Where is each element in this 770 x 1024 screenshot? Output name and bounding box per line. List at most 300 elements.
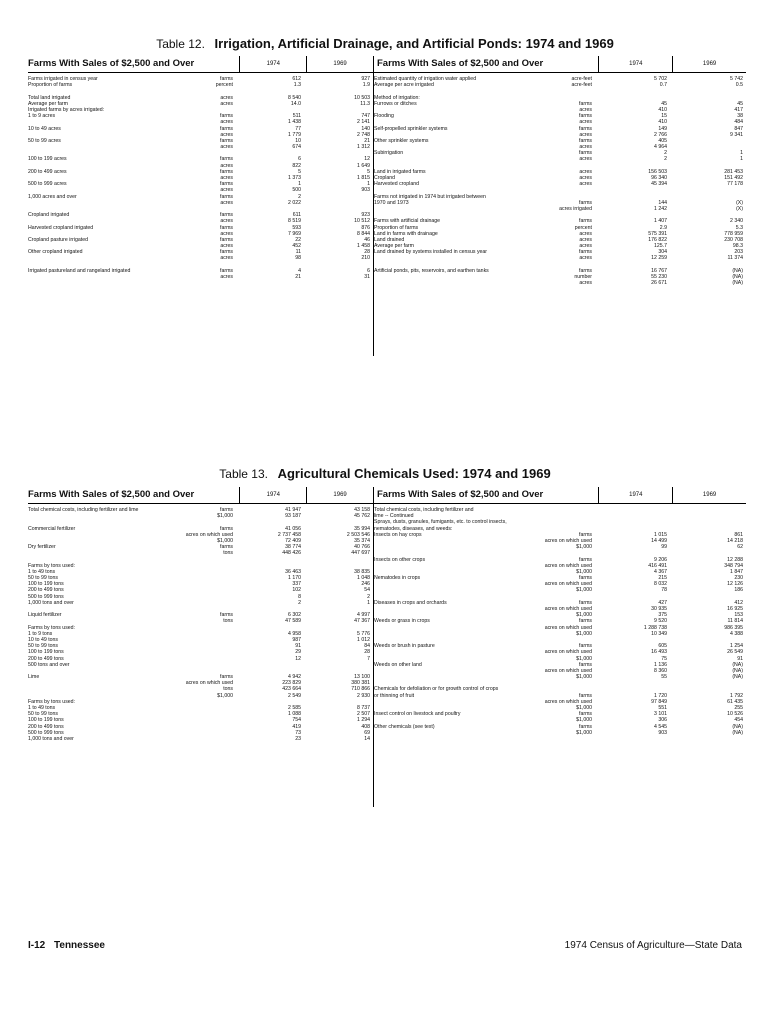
row-value-1974: 2 766 [654, 131, 667, 138]
row-value-1974: 612 [292, 76, 301, 82]
row-unit: farms [220, 224, 233, 231]
row-value-1974: 375 [658, 612, 667, 619]
row-description: Total land irrigated [28, 94, 71, 101]
row-value-1969: 62 [737, 544, 743, 551]
row-value-1969: 38 [737, 113, 743, 120]
row-description: Cropland [374, 175, 396, 181]
table-row [374, 631, 746, 637]
row-description [374, 156, 518, 162]
table-row [374, 156, 746, 162]
row-unit: tons [223, 686, 233, 693]
table13-title [0, 466, 770, 481]
row-value-1969: 408 [361, 723, 370, 730]
row-unit: farms [220, 236, 233, 243]
row-value-1969: 26 549 [727, 649, 743, 656]
row-value-1974: 2 737 458 [277, 531, 301, 538]
table-row [374, 587, 746, 593]
row-unit: farms [220, 137, 233, 144]
row-value-1969: 153 [734, 612, 743, 619]
row-value-1969: 1 [740, 150, 743, 157]
row-unit: $1,000 [576, 568, 592, 575]
row-unit: farms [220, 267, 233, 274]
row-description [374, 280, 518, 286]
row-description: Insects on other crops [374, 556, 426, 563]
row-description [374, 631, 518, 637]
row-value-1969: 21 [364, 137, 370, 144]
row-value-1974: 144 [658, 199, 667, 206]
row-value-1969: 31 [364, 274, 370, 280]
row-unit [179, 736, 235, 742]
row-value-1969: 2 507 [357, 711, 370, 718]
row-value-1969: 1 [740, 156, 743, 163]
row-unit: $1,000 [217, 537, 233, 544]
row-value-1969: 1 649 [357, 162, 370, 169]
row-value-1969: (NA) [732, 274, 743, 280]
row-description: Average per farm [28, 100, 68, 107]
row-value-1974: 448 426 [282, 550, 301, 557]
row-unit: farms [220, 125, 233, 132]
table13-left-heading: Farms With Sales of $2,500 and Over [28, 489, 195, 500]
row-description: 1 to 49 tons [28, 705, 56, 711]
row-description [28, 550, 179, 556]
table12-right-year-1974: 1974 [598, 56, 672, 72]
row-value-1969: 861 [734, 531, 743, 538]
row-value-1974: 29 [295, 649, 301, 656]
row-unit: acres on which used [544, 624, 592, 631]
row-value-1969: 1 [367, 181, 370, 188]
row-value-1974: 605 [658, 643, 667, 650]
row-value-1969: 847 [734, 125, 743, 132]
row-value-1969: 40 766 [354, 544, 370, 551]
table-row [374, 181, 746, 187]
row-value-1974: 9 520 [654, 618, 667, 625]
row-unit: acres [220, 94, 233, 101]
row-value-1974: 575 391 [648, 230, 667, 237]
row-value-1969: 1.9 [362, 82, 370, 89]
row-value-1974: 1 288 738 [643, 624, 667, 631]
table-row [374, 206, 746, 212]
row-unit: acres [579, 168, 592, 175]
row-description: Insects on hay crops [374, 531, 422, 538]
row-description: Liquid fertilizer [28, 612, 62, 619]
row-value-1969: 16 925 [727, 606, 743, 612]
row-value-1969: 47 367 [354, 618, 370, 625]
row-unit: $1,000 [576, 630, 592, 637]
row-value-1974: 11 [295, 249, 301, 256]
table12-right-year-1969: 1969 [672, 56, 746, 72]
row-value-1969: (X) [736, 205, 743, 212]
row-value-1974: 72 409 [285, 537, 301, 544]
row-value-1969: 35 994 [354, 525, 370, 532]
row-value-1969: 10 503 [354, 94, 370, 101]
table12-right-section [373, 56, 746, 356]
row-unit: acres [579, 131, 592, 138]
row-description: Irrigated farms by acres irrigated: [28, 106, 105, 113]
row-value-1974: 12 259 [651, 255, 667, 262]
table-row [28, 144, 373, 150]
row-value-1974: 754 [292, 717, 301, 724]
row-value-1974: 5 [298, 168, 301, 175]
row-unit: tons [223, 550, 233, 557]
table-row [374, 674, 746, 680]
row-value-1974: 125.7 [654, 243, 667, 250]
row-value-1974: 26 671 [651, 280, 667, 287]
row-value-1969: 1 847 [730, 568, 743, 575]
row-description: Artificial ponds, pits, reservoirs, and earthen tanks [374, 267, 489, 274]
row-unit: acres [220, 162, 233, 169]
row-unit: acres [579, 175, 592, 181]
row-value-1974: 91 [295, 643, 301, 650]
row-unit: acres on which used [544, 562, 592, 569]
row-description: Flooding [374, 113, 394, 120]
row-unit: farms [220, 168, 233, 175]
row-description: Land in farms with drainage [374, 230, 438, 237]
row-value-1969: 45 762 [354, 513, 370, 520]
row-description: 1970 and 1973 [374, 199, 409, 206]
row-unit: farms [220, 113, 233, 120]
row-description: Harvested cropland irrigated [28, 224, 94, 231]
row-description: Average per acre irrigated [374, 82, 434, 89]
row-value-1974: 903 [658, 729, 667, 736]
row-unit: acres irrigated [559, 205, 592, 212]
row-value-1974: 102 [292, 587, 301, 594]
row-description [374, 255, 518, 261]
table13-right-header [374, 487, 746, 504]
table13-right-year-1969: 1969 [672, 487, 746, 503]
row-description [374, 587, 518, 593]
row-value-1974: 156 503 [648, 168, 667, 175]
footer-page-number: I-12 [28, 940, 46, 951]
row-description: 200 to 499 tons [28, 723, 64, 730]
table12-number: Table 12. [156, 37, 205, 51]
row-unit: acres [220, 199, 233, 206]
table12-left-heading: Farms With Sales of $2,500 and Over [28, 58, 195, 69]
row-unit: acres [579, 230, 592, 237]
row-unit: acres [579, 236, 592, 243]
row-description: 1 to 49 tons [28, 568, 56, 575]
table12-left-year-1969: 1969 [306, 56, 373, 72]
table13-left-year-1969: 1969 [306, 487, 373, 503]
row-value-1974: 1 779 [288, 131, 301, 138]
row-description: Weeds on other land [374, 661, 422, 668]
row-value-1974: 45 394 [651, 181, 667, 188]
row-description: Diseases in crops and orchards [374, 599, 447, 606]
table-row [28, 200, 373, 206]
row-unit: farms [579, 599, 592, 606]
table-row [374, 280, 746, 286]
row-value-1969: 5 [367, 168, 370, 175]
row-value-1974: 416 491 [648, 562, 667, 569]
table13-left-section [28, 487, 373, 807]
row-value-1969: 1 312 [357, 144, 370, 151]
row-unit: acres [220, 131, 233, 138]
row-description: 500 to 999 acres [28, 181, 67, 188]
row-description: 500 tons and over [28, 661, 70, 668]
row-value-1974: 423 664 [282, 686, 301, 693]
row-value-1969: (X) [736, 199, 743, 206]
row-value-1974: 10 [295, 137, 301, 144]
row-description: Subirrigation [374, 150, 404, 157]
table12-right-heading: Farms With Sales of $2,500 and Over [377, 58, 544, 69]
row-unit: acres [220, 230, 233, 237]
footer-source: 1974 Census of Agriculture—State Data [564, 940, 742, 951]
row-value-1974: 2 [664, 156, 667, 163]
row-description: 1,000 tons and over [28, 599, 74, 606]
row-unit: $1,000 [576, 544, 592, 551]
row-description: Land drained by systems installed in census year [374, 249, 488, 256]
row-value-1969: 203 [734, 249, 743, 256]
row-value-1974: 41 056 [285, 525, 301, 532]
row-description: Land drained [374, 236, 405, 243]
row-description: Weeds or brush in pasture [374, 643, 435, 650]
row-value-1974: 306 [658, 717, 667, 724]
row-description: 1,000 tons and over [28, 735, 74, 742]
row-value-1969 [304, 200, 373, 206]
row-description [28, 144, 179, 150]
row-value-1974 [235, 662, 304, 668]
table-row [28, 513, 373, 519]
row-unit: farms [220, 612, 233, 619]
row-unit: acres on which used [544, 606, 592, 612]
row-description: Land in irrigated farms [374, 168, 426, 175]
row-value-1974: 97 849 [651, 698, 667, 705]
row-description: Other sprinkler systems [374, 137, 429, 144]
row-value-1974: 223 829 [282, 680, 301, 687]
row-value-1974: 9 206 [654, 556, 667, 563]
row-value-1974: 822 [292, 162, 301, 169]
row-description: Chemicals for defoliation or for growth control of crops [374, 686, 499, 693]
row-unit: acres on which used [544, 698, 592, 705]
row-description: Self-propelled sprinkler systems [374, 125, 448, 132]
row-description: 10 to 49 acres [28, 125, 61, 132]
row-value-1969: 2 930 [357, 692, 370, 699]
row-unit: acres [220, 175, 233, 181]
row-description: Farms by tons used: [28, 698, 75, 705]
row-value-1969: 778 959 [724, 230, 743, 237]
row-description [28, 255, 179, 261]
table-row [28, 274, 373, 280]
row-unit: acres [220, 255, 233, 262]
row-unit: farms [579, 267, 592, 274]
row-value-1974: 410 [658, 106, 667, 113]
table-row [28, 82, 373, 88]
row-description: Total chemical costs, including fertilizer and lime [28, 507, 139, 513]
row-unit: acres on which used [544, 649, 592, 656]
row-value-1974: 2 549 [288, 692, 301, 699]
row-value-1974: 215 [658, 575, 667, 582]
row-unit: acres [220, 100, 233, 107]
row-value-1974: 8 032 [654, 581, 667, 588]
row-value-1974: 1 720 [654, 692, 667, 699]
row-unit: $1,000 [217, 692, 233, 699]
row-value-1974: 55 230 [651, 274, 667, 280]
row-value-1974: 15 [661, 113, 667, 120]
row-description: 1 to 9 tons [28, 630, 53, 637]
row-description [28, 513, 179, 519]
row-unit: acres [220, 243, 233, 250]
table12-right-header [374, 56, 746, 73]
row-unit: $1,000 [576, 587, 592, 594]
table13-right-section [373, 487, 746, 807]
row-value-1969: 5 742 [730, 76, 743, 82]
row-unit: number [574, 274, 592, 280]
row-value-1969: 12 [364, 156, 370, 163]
table13-left-rows [28, 507, 373, 742]
row-value-1974: 2.9 [659, 224, 667, 231]
row-value-1969: 230 708 [724, 236, 743, 243]
row-value-1974: 0.7 [659, 82, 667, 89]
row-value-1969: 2 503 546 [346, 531, 370, 538]
table12-left-section [28, 56, 373, 356]
row-unit: farms [579, 113, 592, 120]
row-value-1974: 41 947 [285, 507, 301, 513]
row-value-1969: 412 [734, 599, 743, 606]
row-value-1969: 4 388 [730, 630, 743, 637]
row-description [374, 544, 518, 550]
row-value-1969: 10 512 [354, 218, 370, 225]
row-value-1974: 8 519 [288, 218, 301, 225]
row-value-1969: 11.3 [360, 100, 370, 107]
row-value-1974: 4 545 [654, 723, 667, 730]
row-value-1969: (NA) [732, 723, 743, 730]
row-description: Lime [28, 674, 40, 681]
row-value-1974: 45 [661, 100, 667, 107]
row-unit: $1,000 [576, 729, 592, 736]
row-unit: acres [220, 144, 233, 151]
row-description: Harvested cropland [374, 181, 419, 188]
row-unit: farms [220, 544, 233, 551]
row-description: 500 to 999 tons [28, 729, 64, 736]
row-value-1974: 14.0 [290, 100, 301, 107]
row-value-1969: 7 [367, 655, 370, 662]
row-value-1969: 8 737 [357, 705, 370, 711]
row-value-1969: 28 [364, 249, 370, 256]
row-unit: farms [220, 76, 233, 82]
row-description: 100 to 199 tons [28, 581, 64, 588]
row-description: Average per farm [374, 243, 414, 250]
table13-left-header [28, 487, 373, 504]
row-value-1969: 1 458 [357, 243, 370, 250]
row-unit: farms [220, 525, 233, 532]
row-value-1969: 69 [364, 729, 370, 736]
row-unit: farms [579, 199, 592, 206]
row-value-1969: 77 178 [727, 181, 743, 188]
row-unit: acres on which used [544, 537, 592, 544]
table12-right-rows [374, 76, 746, 286]
row-unit: $1,000 [576, 674, 592, 681]
row-unit: $1,000 [576, 717, 592, 724]
row-value-1974: 427 [658, 599, 667, 606]
row-description: Estimated quantity of irrigation water applied [374, 76, 477, 82]
row-unit: acres [579, 280, 592, 287]
row-value-1969: 1 012 [357, 636, 370, 643]
row-unit: acres [579, 156, 592, 163]
row-value-1974: 304 [658, 249, 667, 256]
row-unit: acres [579, 119, 592, 126]
row-description: 50 to 99 tons [28, 643, 58, 650]
table12-left-header [28, 56, 373, 73]
row-value-1969: 1 [367, 599, 370, 606]
row-unit: acres [579, 144, 592, 151]
row-value-1974: 16 493 [651, 649, 667, 656]
row-value-1974: 2 [664, 150, 667, 157]
row-value-1969: 447 697 [351, 550, 370, 557]
row-value-1974: 1 015 [654, 531, 667, 538]
row-description: Proportion of farms [374, 224, 419, 231]
row-value-1969: (NA) [732, 729, 743, 736]
row-description: 1,000 acres and over [28, 193, 77, 200]
table13-right-heading: Farms With Sales of $2,500 and Over [377, 489, 544, 500]
row-unit: farms [579, 100, 592, 107]
row-description: 100 to 199 tons [28, 717, 64, 724]
row-value-1969: 747 [361, 113, 370, 120]
row-description: 500 to 999 tons [28, 593, 64, 600]
row-value-1969 [304, 662, 373, 668]
row-description: Sprays, dusts, granules, fumigants, etc. to control insects, [374, 519, 507, 526]
row-value-1969: 454 [734, 717, 743, 724]
row-description [374, 674, 518, 680]
table13-caption: Agricultural Chemicals Used: 1974 and 1969 [277, 466, 551, 481]
row-description: Proportion of farms [28, 82, 73, 89]
row-value-1974: 1 373 [288, 175, 301, 181]
row-description: Cropland pasture irrigated [28, 236, 88, 243]
row-unit: $1,000 [576, 612, 592, 619]
row-description: Other cropland irrigated [28, 249, 83, 256]
row-value-1974: 1 [298, 181, 301, 188]
row-value-1969: 927 [361, 76, 370, 82]
row-value-1974: 1 088 [288, 711, 301, 718]
row-description: 50 to 99 acres [28, 137, 61, 144]
row-value-1969: 0.5 [735, 82, 743, 89]
row-description: Total chemical costs, including fertilizer and [374, 507, 474, 513]
table13-right-rows [374, 507, 746, 736]
row-value-1974: 674 [292, 144, 301, 151]
row-unit: acres [220, 187, 233, 194]
row-description: Farms by tons used: [28, 624, 75, 631]
row-value-1974: 4 942 [288, 674, 301, 681]
row-description [374, 206, 518, 212]
row-value-1969: 710 866 [351, 686, 370, 693]
table12-left-year-1974: 1974 [239, 56, 306, 72]
row-unit: farms [579, 137, 592, 144]
table-row [28, 600, 373, 606]
row-value-1969: 11 814 [727, 618, 743, 625]
row-value-1969: 903 [361, 187, 370, 194]
row-value-1974: 93 187 [285, 513, 301, 520]
table-row [374, 82, 746, 88]
row-unit: $1,000 [576, 655, 592, 662]
row-value-1969: 12 288 [727, 556, 743, 563]
row-value-1974: 4 367 [654, 568, 667, 575]
row-value-1974: 1 242 [654, 205, 667, 212]
row-value-1974: 500 [292, 187, 301, 194]
row-unit: acres on which used [544, 667, 592, 674]
table12-caption: Irrigation, Artificial Drainage, and Artificial Ponds: 1974 and 1969 [214, 36, 614, 51]
row-unit: acres on which used [544, 581, 592, 588]
row-value-1969: 38 835 [354, 568, 370, 575]
row-value-1969: (NA) [732, 280, 743, 287]
row-value-1969: 2 141 [357, 119, 370, 126]
row-value-1969: 2 748 [357, 131, 370, 138]
row-description: Insect control on livestock and poultry [374, 711, 461, 718]
row-unit: acres [579, 106, 592, 113]
table-row [374, 544, 746, 550]
row-value-1974: 14 499 [651, 537, 667, 544]
row-unit: percent [215, 82, 233, 89]
row-unit: farms [220, 249, 233, 256]
row-value-1969: 28 [364, 649, 370, 656]
row-value-1974: 1 407 [654, 218, 667, 225]
